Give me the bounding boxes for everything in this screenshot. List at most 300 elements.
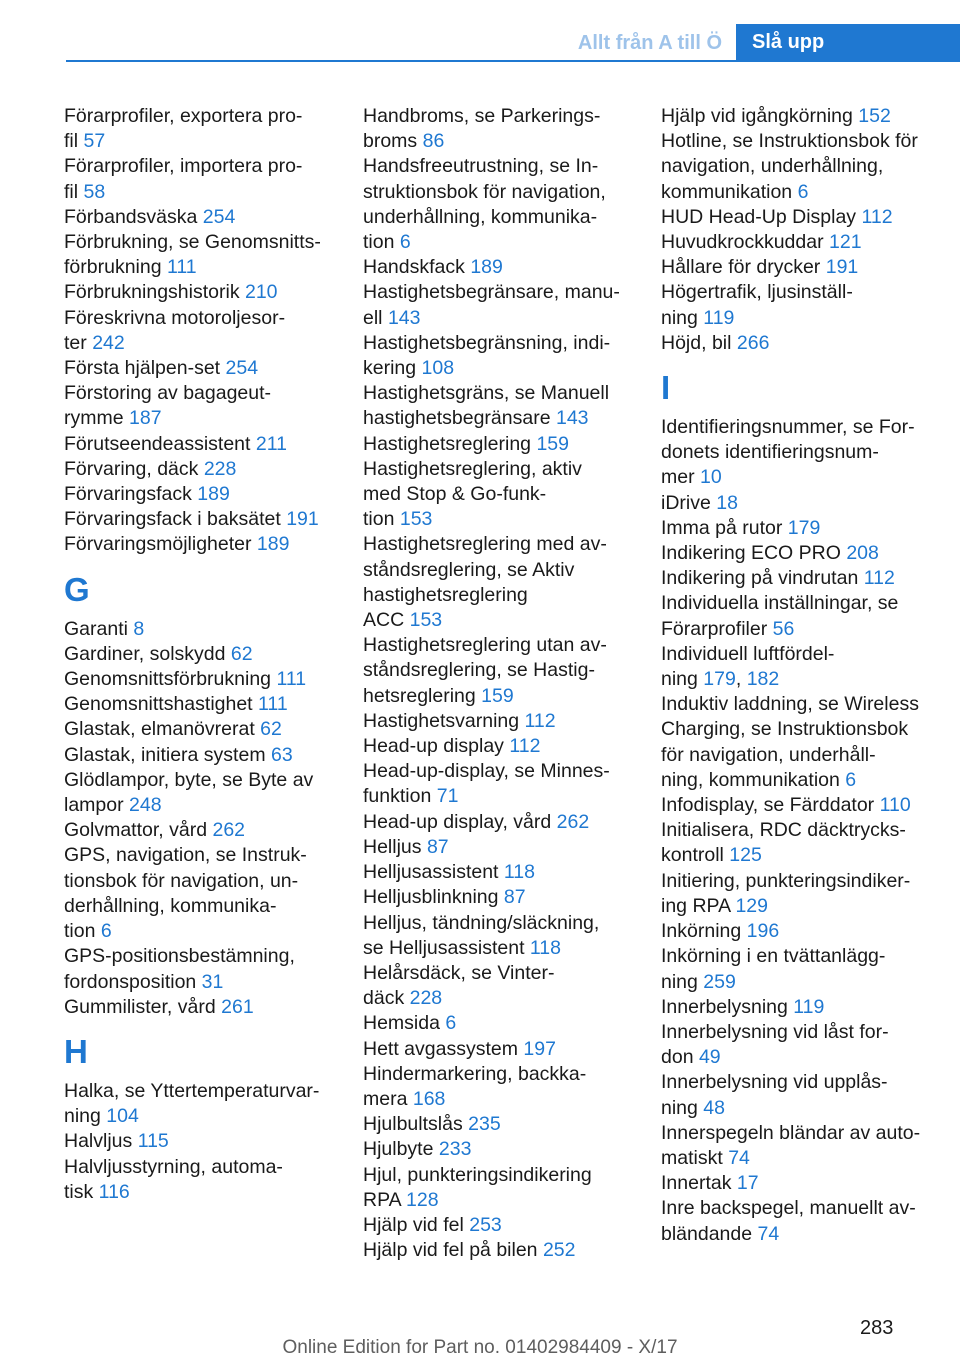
page-ref-link[interactable]: 58 — [83, 180, 106, 203]
entry-text: Förvaringsfack i baksätet — [64, 508, 287, 531]
entry-line — [64, 743, 340, 768]
entry-line — [661, 717, 941, 742]
entry-text: Helljus — [363, 835, 427, 858]
entry-line — [64, 667, 340, 692]
index-entry — [661, 944, 941, 994]
page-ref-link[interactable]: 18 — [716, 491, 738, 514]
entry-text: Förbrukningshistorik — [64, 281, 245, 304]
entry-line — [661, 919, 941, 944]
index-entry — [64, 104, 340, 154]
entry-line — [64, 919, 340, 944]
entry-line — [363, 784, 639, 809]
entry-line — [363, 1137, 639, 1162]
entry-text: don — [661, 1046, 699, 1069]
entry-text: Innertak — [661, 1172, 737, 1195]
page-ref-link[interactable]: 143 — [555, 407, 589, 430]
page-header — [0, 0, 960, 62]
entry-text: navigation, underhållning, — [661, 155, 884, 178]
entry-text: ter — [64, 331, 93, 354]
entry-line — [64, 482, 340, 507]
page-ref-link[interactable]: 261 — [221, 995, 254, 1018]
page-ref-link[interactable]: 125 — [729, 844, 762, 867]
entry-text: Gummilister, vård — [64, 995, 222, 1018]
page-ref-link[interactable]: 253 — [469, 1213, 502, 1236]
page-ref-link[interactable]: 196 — [746, 920, 780, 943]
entry-text: Förvaringsfack — [64, 483, 198, 506]
page-ref-link[interactable]: 259 — [703, 970, 736, 993]
entry-text: fil — [64, 180, 84, 203]
entry-text: ning — [64, 1105, 107, 1128]
index-entry — [363, 532, 639, 633]
entry-text: broms — [363, 130, 423, 153]
entry-line — [64, 970, 340, 995]
index-entry — [363, 810, 639, 835]
entry-text: hetsreglering — [363, 684, 482, 707]
entry-line — [661, 743, 941, 768]
entry-text: Gardiner, solskydd — [64, 642, 231, 665]
entry-line — [64, 692, 340, 717]
page-ref-link[interactable]: 228 — [409, 987, 443, 1010]
page-ref-link[interactable]: 262 — [556, 810, 590, 833]
entry-line — [661, 154, 941, 179]
entry-text: funktion — [363, 785, 437, 808]
entry-line — [661, 1171, 941, 1196]
page-ref-link[interactable]: 6 — [797, 180, 809, 203]
index-entry — [64, 617, 340, 642]
entry-line — [363, 1037, 639, 1062]
entry-text: tisk — [64, 1180, 99, 1203]
entry-line — [64, 381, 340, 406]
page-ref-link[interactable]: 189 — [197, 483, 230, 506]
entry-line — [64, 1155, 340, 1180]
index-entry — [64, 432, 340, 457]
footer-text: Online Edition for Part no. 01402984409 - X/17 — [282, 1337, 678, 1358]
page-ref-link[interactable]: 179 — [703, 668, 736, 691]
page-ref-link[interactable]: 191 — [286, 508, 319, 531]
entry-text: Individuella inställningar, se — [661, 592, 899, 615]
page-ref-link[interactable]: 254 — [225, 357, 259, 380]
entry-line — [661, 180, 941, 205]
page-ref-link[interactable]: 159 — [481, 684, 514, 707]
index-entry — [363, 1213, 639, 1238]
entry-text: Garanti — [64, 617, 134, 640]
page-ref-link[interactable]: 8 — [133, 617, 145, 640]
index-entry — [64, 356, 340, 381]
index-entry — [64, 995, 340, 1020]
page-ref-link[interactable]: 128 — [406, 1188, 439, 1211]
page-ref-link[interactable]: 111 — [276, 668, 307, 691]
page-ref-link[interactable]: 235 — [468, 1113, 501, 1136]
entry-text: kering — [363, 357, 422, 380]
entry-text: GPS, navigation, se Instruk- — [64, 844, 307, 867]
entry-line — [64, 894, 340, 919]
entry-text: HUD Head-Up Display — [661, 205, 862, 228]
page-ref-link[interactable]: 6 — [845, 768, 857, 791]
entry-text: Huvudkrockkuddar — [661, 231, 829, 254]
entry-line — [64, 1079, 340, 1104]
entry-line — [363, 331, 639, 356]
entry-text: ACC — [363, 609, 410, 632]
entry-text: Golvmattor, vård — [64, 819, 213, 842]
page-ref-link[interactable]: 63 — [270, 743, 293, 766]
entry-line — [661, 205, 941, 230]
entry-text: Head-up display — [363, 735, 510, 758]
entry-text: med Stop & Go-funk- — [363, 483, 547, 506]
page-ref-link[interactable]: 189 — [256, 533, 290, 556]
entry-text: Helårsdäck, se Vinter- — [363, 961, 555, 984]
entry-text: Hotline, se Instruktionsbok för — [661, 130, 918, 153]
index-entry — [661, 1070, 941, 1120]
index-entry — [661, 591, 941, 641]
entry-line — [363, 457, 639, 482]
entry-text: Hjul, punkteringsindikering — [363, 1163, 592, 1186]
entry-line — [661, 617, 941, 642]
index-entry — [363, 1137, 639, 1162]
page-ref-link[interactable]: 153 — [399, 508, 433, 531]
index-entry — [661, 491, 941, 516]
entry-text: Induktiv laddning, se Wireless — [661, 693, 919, 716]
index-entry — [363, 1037, 639, 1062]
page-ref-link[interactable]: 242 — [92, 331, 125, 354]
index-entry — [363, 961, 639, 1011]
index-column-3 — [661, 104, 941, 1247]
entry-line — [64, 230, 340, 255]
entry-line — [363, 1163, 639, 1188]
page-ref-link[interactable]: 248 — [129, 794, 162, 817]
entry-text: Charging, se Instruktionsbok — [661, 718, 909, 741]
entry-text: Helljusassistent — [363, 861, 504, 884]
entry-text: GPS-positionsbestämning, — [64, 945, 295, 968]
entry-line — [363, 1062, 639, 1087]
index-entry — [64, 205, 340, 230]
entry-text: Förarprofiler, exportera pro- — [64, 105, 303, 127]
page-ref-link[interactable]: 111 — [166, 256, 197, 279]
entry-line — [363, 482, 639, 507]
index-entry — [661, 919, 941, 944]
page-ref-link[interactable]: 252 — [542, 1239, 576, 1262]
lookup-tab-label: Slå upp — [752, 31, 825, 53]
index-entry — [363, 633, 639, 709]
entry-text: Head-up-display, se Minnes- — [363, 760, 610, 783]
page-ref-link[interactable]: 153 — [409, 609, 443, 632]
entry-line — [661, 306, 941, 331]
page-ref-link[interactable]: 254 — [202, 205, 236, 228]
page-ref-link[interactable]: 191 — [825, 256, 859, 279]
entry-line — [363, 1011, 639, 1036]
entry-text: underhållning, kommunika- — [363, 205, 598, 228]
entry-text: tionsbok för navigation, un- — [64, 869, 299, 892]
entry-line — [661, 280, 941, 305]
entry-line — [363, 583, 639, 608]
entry-line — [64, 104, 340, 129]
entry-line — [363, 835, 639, 860]
entry-text: ing RPA — [661, 894, 736, 917]
page-ref-link[interactable]: 62 — [230, 642, 253, 665]
page-ref-link[interactable]: 57 — [83, 130, 106, 153]
index-entry — [661, 104, 941, 129]
index-entry — [661, 1196, 941, 1246]
index-entry — [363, 860, 639, 885]
entry-line — [661, 331, 941, 356]
section-letter: I — [661, 369, 671, 407]
entry-text: ning — [661, 306, 704, 329]
page-ref-link[interactable]: 159 — [536, 432, 569, 455]
entry-text: Förvaring, däck — [64, 457, 204, 480]
entry-line — [64, 457, 340, 482]
index-entry — [363, 1011, 639, 1036]
entry-text: Genomsnittshastighet — [64, 693, 259, 716]
index-entry — [661, 205, 941, 230]
page-ref-link[interactable]: 112 — [861, 205, 893, 228]
entry-line — [363, 306, 639, 331]
page-ref-link[interactable]: 49 — [698, 1046, 721, 1069]
entry-line — [661, 440, 941, 465]
page-ref-link[interactable]: 74 — [728, 1146, 750, 1169]
entry-text: Identifieringsnummer, se For- — [661, 416, 915, 439]
entry-text: ning — [661, 1096, 704, 1119]
lookup-tab[interactable] — [736, 24, 960, 62]
index-entry — [363, 255, 639, 280]
page-ref-link[interactable]: 210 — [244, 281, 278, 304]
entry-text: rymme — [64, 407, 129, 430]
page-ref-link[interactable]: 48 — [703, 1096, 725, 1119]
entry-line — [363, 406, 639, 431]
header-rule — [66, 60, 960, 62]
page-ref-link[interactable]: 189 — [470, 256, 503, 279]
index-entry — [64, 818, 340, 843]
page-ref-link[interactable]: 112 — [509, 735, 541, 758]
entry-text: mer — [661, 466, 700, 489]
index-entry — [363, 1062, 639, 1112]
index-entry — [64, 507, 340, 532]
index-entry — [64, 280, 340, 305]
entry-line — [363, 230, 639, 255]
page-ref-link[interactable]: 71 — [436, 785, 459, 808]
entry-line — [661, 1121, 941, 1146]
page-ref-link[interactable]: 87 — [503, 886, 526, 909]
page-ref-link[interactable]: 118 — [529, 936, 561, 959]
entry-text: däck — [363, 987, 410, 1010]
page-ref-link[interactable]: 119 — [703, 306, 735, 329]
entry-text: Förarprofiler — [661, 617, 773, 640]
page-ref-link[interactable]: 6 — [100, 920, 112, 943]
entry-line — [661, 1020, 941, 1045]
index-column-2 — [363, 104, 639, 1263]
index-entry — [64, 768, 340, 818]
page-ref-link[interactable]: 208 — [846, 542, 879, 565]
index-entry — [363, 331, 639, 381]
page-ref-link[interactable]: 112 — [524, 709, 556, 732]
entry-line — [661, 1045, 941, 1070]
entry-line — [363, 885, 639, 910]
page-ref-link[interactable]: 17 — [736, 1172, 759, 1195]
entry-line — [661, 255, 941, 280]
page-ref-link[interactable]: 6 — [445, 1012, 457, 1035]
page-ref-link[interactable]: 266 — [736, 331, 770, 354]
page-ref-link[interactable]: 233 — [438, 1138, 472, 1161]
entry-text: Föreskrivna motoroljesor- — [64, 306, 286, 329]
entry-line — [363, 860, 639, 885]
entry-text: Förarprofiler, importera pro- — [64, 155, 303, 178]
entry-line — [661, 129, 941, 154]
entry-text: kommunikation — [661, 180, 798, 203]
entry-line — [64, 406, 340, 431]
index-entry — [363, 885, 639, 910]
entry-text: Glastak, initiera system — [64, 743, 271, 766]
page-ref-link[interactable]: 115 — [137, 1130, 169, 1153]
index-entry — [363, 1163, 639, 1213]
entry-line — [64, 818, 340, 843]
page-ref-link[interactable]: 168 — [412, 1087, 446, 1110]
page-ref-link[interactable]: 152 — [858, 105, 891, 127]
entry-text: Individuell luftfördel- — [661, 642, 835, 665]
page-ref-link[interactable]: 179 — [787, 516, 821, 539]
entry-text: Förutseendeassistent — [64, 432, 256, 455]
page-ref-link[interactable]: 6 — [399, 231, 411, 254]
entry-text: Förbrukning, se Genomsnitts- — [64, 231, 321, 254]
entry-line — [64, 843, 340, 868]
page-ref-link[interactable]: 62 — [260, 718, 282, 741]
index-entry — [363, 432, 639, 457]
page-ref-link[interactable]: 10 — [700, 466, 722, 489]
entry-line — [363, 1238, 639, 1263]
page-ref-link[interactable]: 86 — [422, 130, 445, 153]
entry-line — [64, 331, 340, 356]
entry-text: Inkörning — [661, 920, 747, 943]
entry-text: Högertrafik, ljusinställ- — [661, 281, 853, 304]
index-entry — [661, 1171, 941, 1196]
page-ref-link[interactable]: 56 — [772, 617, 795, 640]
entry-text: Innerbelysning — [661, 995, 794, 1018]
index-entry — [64, 692, 340, 717]
entry-text: ning — [661, 970, 704, 993]
section-letter: G — [64, 570, 90, 608]
entry-line — [363, 810, 639, 835]
entry-line — [661, 768, 941, 793]
page-ref-link[interactable]: 129 — [735, 894, 768, 917]
entry-line — [363, 532, 639, 557]
entry-text: Förbandsväska — [64, 205, 203, 228]
entry-text: tion — [363, 508, 400, 531]
entry-line — [363, 1112, 639, 1137]
page-ref-link[interactable]: 211 — [255, 432, 287, 455]
entry-line — [64, 793, 340, 818]
entry-text: RPA — [363, 1188, 406, 1211]
page-ref-link[interactable]: 118 — [503, 861, 535, 884]
page-ref-link[interactable]: 121 — [829, 231, 862, 254]
page-ref-link[interactable]: 187 — [129, 407, 162, 430]
entry-line — [64, 642, 340, 667]
entry-text: hastighetsreglering — [363, 583, 528, 606]
entry-line — [64, 944, 340, 969]
index-entry — [363, 709, 639, 734]
page-ref-link[interactable]: 143 — [387, 306, 421, 329]
entry-text: Genomsnittsförbrukning — [64, 668, 277, 691]
entry-text: Innerbelysning vid låst for- — [661, 1020, 889, 1043]
page-ref-link[interactable]: 228 — [203, 457, 237, 480]
index-entry — [661, 818, 941, 868]
entry-text: Hastighetsreglering — [363, 432, 537, 455]
entry-line — [64, 180, 340, 205]
entry-text: Hemsida — [363, 1012, 446, 1035]
entry-line — [661, 793, 941, 818]
index-entry — [64, 944, 340, 994]
section-tab[interactable] — [562, 26, 732, 60]
index-entry — [64, 1079, 340, 1129]
entry-text: Helljusblinkning — [363, 886, 504, 909]
page-ref-link[interactable]: 87 — [426, 835, 449, 858]
page-ref-link[interactable]: 108 — [421, 357, 455, 380]
index-entry — [64, 230, 340, 280]
entry-text: lampor — [64, 794, 130, 817]
entry-line — [363, 1087, 639, 1112]
page-ref-link[interactable]: 119 — [793, 995, 825, 1018]
entry-text: iDrive — [661, 491, 717, 514]
entry-text: struktionsbok för navigation, — [363, 180, 606, 203]
entry-text: Glastak, elmanövrerat — [64, 718, 261, 741]
index-entry — [64, 457, 340, 482]
page-ref-link[interactable]: 31 — [201, 970, 224, 993]
page-ref-link[interactable]: 197 — [523, 1037, 556, 1060]
entry-line — [64, 617, 340, 642]
entry-line — [363, 129, 639, 154]
entry-line — [64, 1129, 340, 1154]
entry-text: derhållning, kommunika- — [64, 894, 277, 917]
entry-line — [363, 104, 639, 129]
index-entry — [661, 642, 941, 692]
index-entry — [363, 734, 639, 759]
index-entry — [64, 1129, 340, 1154]
entry-line — [661, 1070, 941, 1095]
entry-line — [363, 911, 639, 936]
index-entry — [64, 154, 340, 204]
index-entry — [64, 1155, 340, 1205]
index-entry — [661, 230, 941, 255]
index-entry — [661, 541, 941, 566]
page-ref-link[interactable]: 104 — [106, 1105, 139, 1128]
entry-text: Hjulbyte — [363, 1138, 439, 1161]
entry-text: Glödlampor, byte, se Byte av — [64, 768, 314, 791]
entry-line — [64, 768, 340, 793]
entry-text: Hållare för drycker — [661, 256, 826, 279]
page-ref-link[interactable]: 111 — [258, 693, 288, 716]
entry-text: Hastighetsvarning — [363, 709, 525, 732]
entry-text: Halvljusstyrning, automa- — [64, 1155, 283, 1178]
entry-text: ning, kommunikation — [661, 768, 846, 791]
index-entry — [363, 759, 639, 809]
page-ref-link[interactable]: 112 — [863, 567, 895, 590]
entry-text: Indikering på vindrutan — [661, 567, 864, 590]
page-ref-link[interactable]: 74 — [757, 1222, 780, 1245]
page-ref-link[interactable]: 116 — [98, 1180, 130, 1203]
page-ref-link[interactable]: 182 — [746, 668, 780, 691]
entry-text: för navigation, underhåll- — [661, 743, 876, 766]
index-entry — [363, 280, 639, 330]
page-ref-link[interactable]: 110 — [879, 794, 911, 817]
entry-line — [64, 356, 340, 381]
entry-line — [64, 129, 340, 154]
index-entry — [64, 381, 340, 431]
entry-text: Hjälp vid fel — [363, 1213, 470, 1236]
index-entry — [661, 995, 941, 1020]
entry-line — [363, 709, 639, 734]
page-ref-link[interactable]: 262 — [212, 819, 246, 842]
entry-line — [363, 734, 639, 759]
entry-line — [64, 280, 340, 305]
entry-line — [363, 432, 639, 457]
entry-line — [64, 432, 340, 457]
entry-text: se Helljusassistent — [363, 936, 530, 959]
